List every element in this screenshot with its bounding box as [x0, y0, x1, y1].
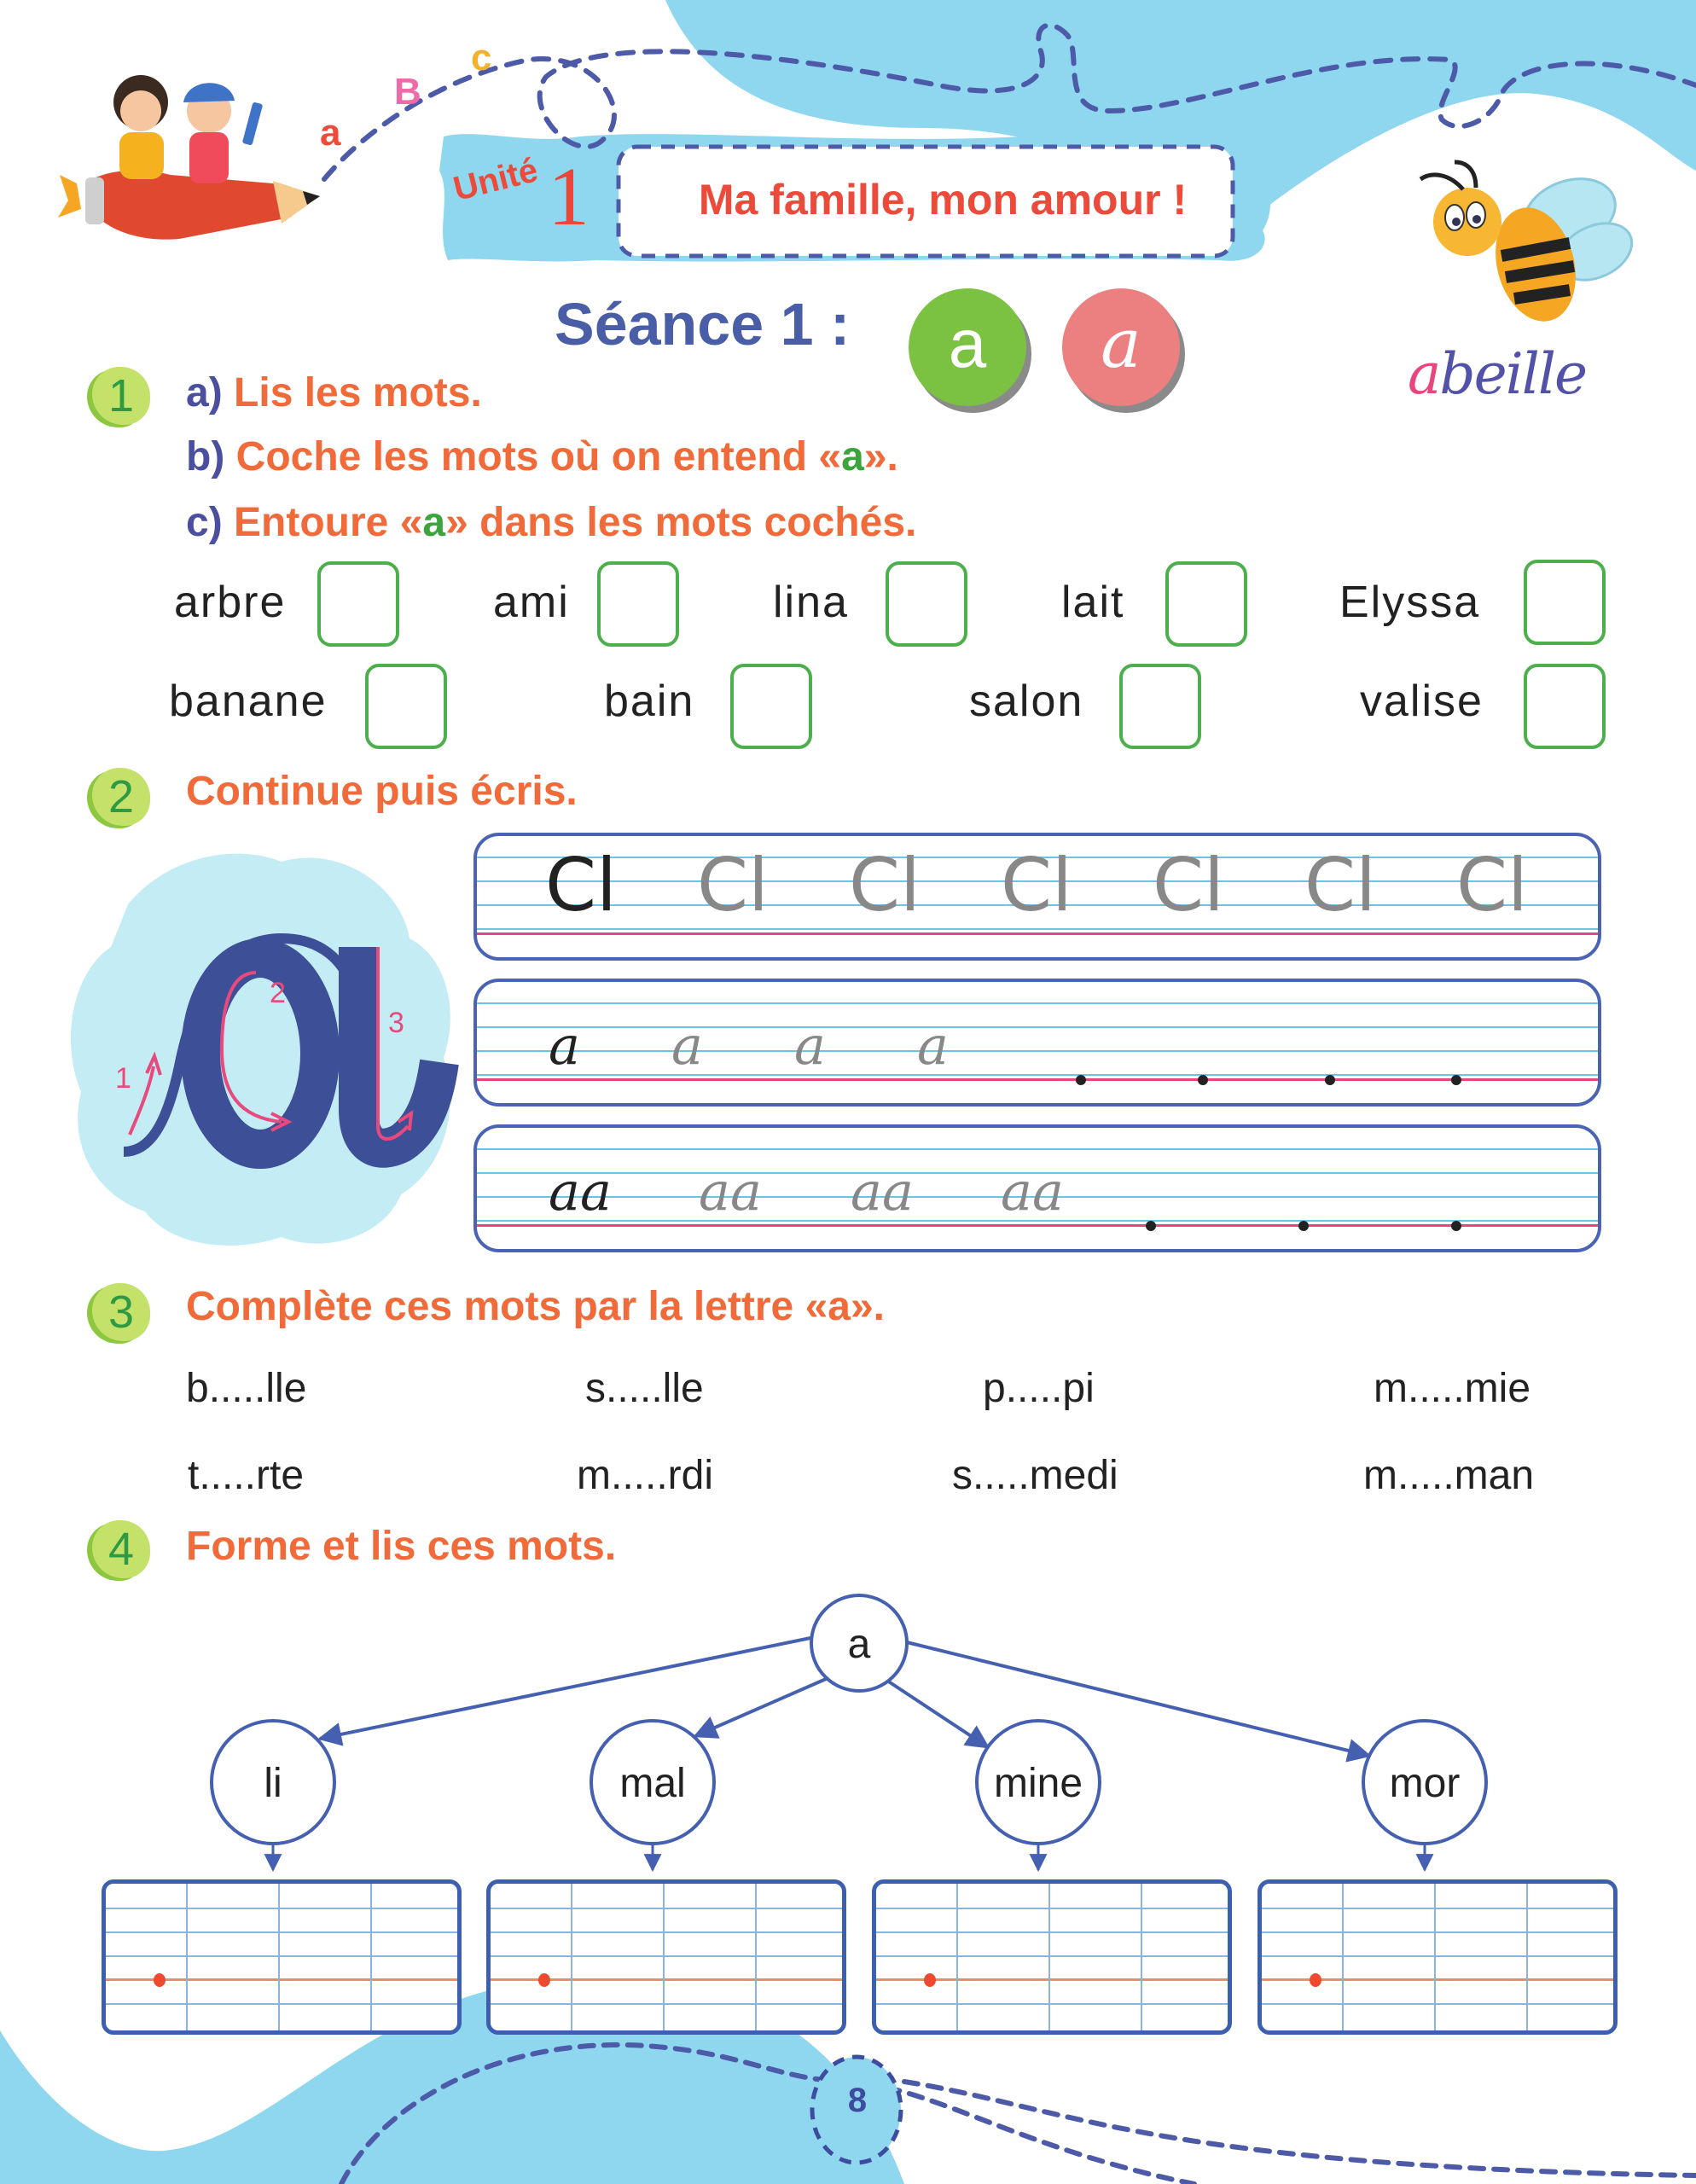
letter-cursive-circle: a: [1062, 288, 1180, 406]
stroke-step-2: 2: [270, 977, 286, 1009]
writing-box-mine[interactable]: [872, 1879, 1232, 2035]
fill-word: s.....medi: [952, 1453, 1118, 1498]
fill-word: m.....rdi: [577, 1453, 714, 1498]
fill-word: b.....lle: [186, 1366, 307, 1411]
start-dot: [1325, 1075, 1335, 1085]
child-node-label: mal: [619, 1761, 686, 1806]
word-arbre: arbre: [174, 578, 287, 627]
exercise-4-instruction: Forme et lis ces mots.: [186, 1524, 617, 1569]
writing-line-print[interactable]: [473, 833, 1601, 961]
start-dot: [924, 1973, 936, 1987]
start-dot: [1076, 1075, 1086, 1085]
checkbox-elyssa[interactable]: [1524, 560, 1606, 645]
instruction-label: c): [186, 500, 223, 545]
fill-word: s.....lle: [585, 1366, 704, 1411]
word-lina: lina: [773, 578, 849, 627]
model-cursive-3: a: [794, 1014, 826, 1077]
checkbox-lait[interactable]: [1165, 561, 1247, 647]
word-formation-diagram: [0, 1578, 1696, 1885]
abc-letter-c: c: [471, 37, 492, 78]
exercise-2-badge: 2: [92, 768, 150, 826]
stroke-step-1: 1: [115, 1062, 131, 1095]
word-valise: valise: [1360, 677, 1484, 726]
exercise-2-instruction: Continue puis écris.: [186, 769, 578, 814]
instruction-text-after: ».: [863, 434, 898, 479]
model-print-7: Cl: [1456, 843, 1528, 928]
checkbox-valise[interactable]: [1524, 664, 1606, 749]
checkbox-bain[interactable]: [730, 664, 812, 749]
page-number: 8: [847, 2082, 868, 2119]
unit-number: 1: [548, 151, 590, 243]
exercise-3-badge: 3: [92, 1283, 150, 1341]
writing-line-cursive-a[interactable]: [473, 979, 1601, 1107]
checkbox-lina[interactable]: [886, 561, 967, 647]
writing-box-mal[interactable]: [486, 1879, 846, 2035]
root-node-label: a: [847, 1622, 871, 1667]
start-dot: [1451, 1221, 1461, 1231]
instruction-label: a): [186, 370, 223, 415]
start-dot: [538, 1973, 550, 1987]
word-banane: banane: [169, 677, 328, 726]
fill-word: t.....rte: [188, 1453, 305, 1498]
model-print-5: Cl: [1153, 843, 1224, 928]
exercise-1-instruction-b: [186, 433, 898, 480]
exercise-3-instruction: Complète ces mots par la lettre «a».: [186, 1284, 885, 1329]
instruction-text: Lis les mots.: [234, 370, 482, 415]
unit-label: Unité: [450, 151, 542, 209]
arrow-to-mine: [887, 1681, 988, 1747]
fill-word: m.....man: [1363, 1453, 1535, 1498]
instruction-highlight: a: [841, 434, 864, 479]
letter-print-circle: a: [909, 288, 1026, 406]
start-dot: [1198, 1075, 1208, 1085]
model-cursive-double-4: aa: [1001, 1160, 1064, 1223]
instruction-highlight: a: [422, 500, 446, 545]
model-cursive-double-2: aa: [699, 1160, 762, 1223]
exercise-1-instruction-a: [186, 369, 482, 416]
word-lait: lait: [1061, 578, 1125, 627]
model-cursive-4: a: [917, 1014, 949, 1077]
checkbox-banane[interactable]: [365, 664, 447, 749]
kids-pencil-rocket-illustration: [58, 37, 491, 240]
fill-word: m.....mie: [1374, 1366, 1531, 1411]
illustration-word-rest: beille: [1439, 341, 1587, 407]
session-title: Séance 1 :: [555, 291, 851, 357]
model-cursive-2: a: [671, 1014, 703, 1077]
exercise-1-instruction-c: [186, 499, 916, 546]
abc-letter-a: a: [320, 112, 341, 154]
model-cursive-double-1: aa: [549, 1160, 612, 1223]
unit-title: Ma famille, mon amour !: [698, 176, 1188, 224]
instruction-text-before: Coche les mots où on entend «: [235, 434, 842, 479]
model-print-6: Cl: [1304, 843, 1376, 928]
checkbox-salon[interactable]: [1119, 664, 1201, 749]
bee-illustration: [1420, 162, 1641, 330]
start-dot: [1310, 1973, 1321, 1987]
instruction-text-before: Entoure «: [234, 500, 423, 545]
word-ami: ami: [493, 578, 570, 627]
illustration-word-first-letter: a: [1408, 341, 1440, 407]
writing-box-mor[interactable]: [1257, 1879, 1618, 2035]
model-print-1: Cl: [545, 843, 617, 928]
arrow-to-mal: [695, 1676, 832, 1736]
arrow-to-li: [320, 1638, 810, 1739]
writing-line-cursive-aa[interactable]: [473, 1124, 1601, 1252]
writing-box-li[interactable]: [102, 1879, 462, 2035]
start-dot: [1146, 1221, 1156, 1231]
illustration-word: [1408, 341, 1586, 407]
tracing-blob: [71, 854, 450, 1246]
exercise-1-badge: 1: [92, 367, 150, 425]
checkbox-ami[interactable]: [597, 561, 679, 647]
instruction-label: b): [186, 434, 225, 479]
word-bain: bain: [604, 677, 695, 726]
start-dot: [154, 1973, 166, 1987]
model-print-3: Cl: [849, 843, 921, 928]
instruction-text-after: » dans les mots cochés.: [445, 500, 917, 545]
dashed-path-bottom-right: [904, 2082, 1696, 2175]
model-cursive-1: a: [549, 1014, 580, 1077]
child-node-label: mine: [993, 1761, 1083, 1806]
model-cursive-double-3: aa: [851, 1160, 914, 1223]
child-node-label: mor: [1389, 1761, 1461, 1806]
model-print-2: Cl: [697, 843, 769, 928]
child-node-label: li: [264, 1761, 282, 1806]
model-print-4: Cl: [1001, 843, 1072, 928]
checkbox-arbre[interactable]: [317, 561, 399, 647]
word-elyssa: Elyssa: [1339, 578, 1481, 627]
exercise-4-badge: 4: [92, 1520, 150, 1578]
start-dot: [1451, 1075, 1461, 1085]
word-salon: salon: [969, 677, 1084, 726]
fill-word: p.....pi: [983, 1366, 1095, 1411]
stroke-step-3: 3: [388, 1007, 404, 1039]
start-dot: [1298, 1221, 1309, 1231]
abc-letter-b: B: [394, 71, 421, 113]
